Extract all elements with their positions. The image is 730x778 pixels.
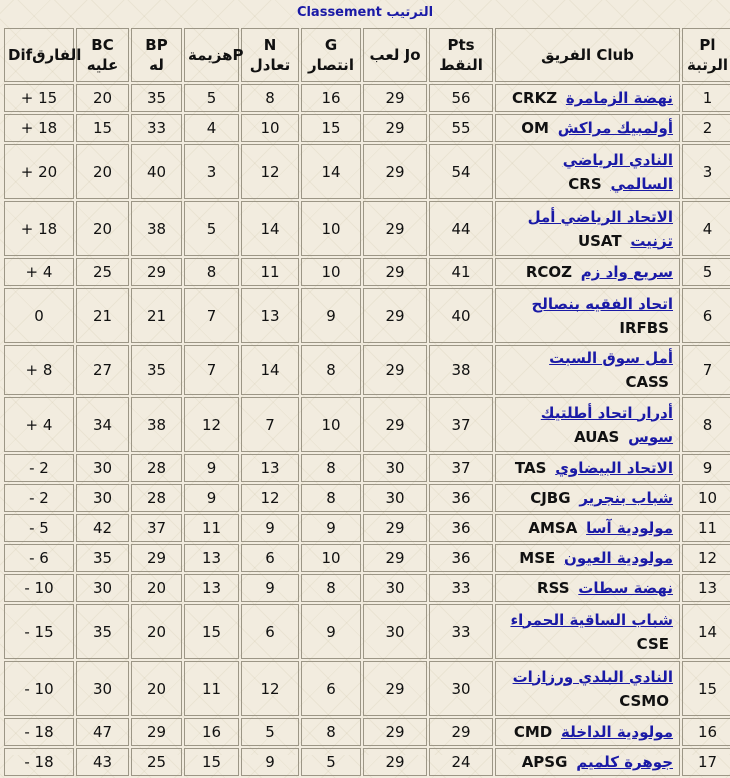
cell-pl: 10 (682, 484, 730, 512)
cell-dif: - 2 (4, 454, 74, 482)
cell-pl: 8 (682, 397, 730, 452)
cell-dif: - 5 (4, 514, 74, 542)
cell-g: 6 (301, 661, 361, 716)
club-link[interactable]: نهضة سطات (578, 579, 673, 597)
cell-club (495, 144, 680, 199)
cell-jo: 29 (363, 201, 427, 256)
cell-n: 13 (241, 288, 299, 343)
cell-bc: 30 (76, 574, 129, 602)
table-row (4, 604, 730, 659)
cell-n: 14 (241, 345, 299, 395)
cell-club (495, 84, 680, 112)
cell-n: 6 (241, 544, 299, 572)
cell-jo: 30 (363, 484, 427, 512)
club-link[interactable]: الاتحاد الرياضي أمل تزنيت (527, 207, 673, 250)
club-code: CSE (636, 634, 669, 653)
cell-g: 10 (301, 397, 361, 452)
cell-bp: 38 (131, 201, 182, 256)
cell-n: 6 (241, 604, 299, 659)
cell-n: 5 (241, 718, 299, 746)
cell-pts: 40 (429, 288, 493, 343)
cell-dif: + 20 (4, 144, 74, 199)
club-code: IRFBS (619, 318, 669, 337)
cell-club (495, 201, 680, 256)
club-code: CASS (625, 373, 669, 391)
table-row (4, 397, 730, 452)
cell-p: 15 (184, 604, 239, 659)
table-row (4, 484, 730, 512)
cell-n: 9 (241, 514, 299, 542)
cell-club (495, 544, 680, 572)
club-link[interactable]: نهضة الزمامرة (565, 89, 673, 107)
cell-jo: 29 (363, 288, 427, 343)
header-p: هزيمةP (184, 28, 239, 82)
cell-pl: 11 (682, 514, 730, 542)
cell-n: 7 (241, 397, 299, 452)
cell-p: 9 (184, 454, 239, 482)
cell-p: 4 (184, 114, 239, 142)
cell-club (495, 114, 680, 142)
cell-g: 9 (301, 604, 361, 659)
club-link[interactable]: الاتحاد البيضاوي (555, 459, 673, 477)
cell-pl: 5 (682, 258, 730, 286)
cell-dif: - 10 (4, 661, 74, 716)
cell-pts: 54 (429, 144, 493, 199)
cell-bp: 33 (131, 114, 182, 142)
cell-jo: 29 (363, 114, 427, 142)
cell-n: 9 (241, 748, 299, 776)
cell-p: 13 (184, 574, 239, 602)
header-pts: Pts النقط (429, 28, 493, 82)
cell-bp: 28 (131, 484, 182, 512)
table-row (4, 144, 730, 199)
cell-pl: 1 (682, 84, 730, 112)
cell-p: 7 (184, 345, 239, 395)
cell-bc: 34 (76, 397, 129, 452)
cell-g: 9 (301, 514, 361, 542)
cell-bp: 35 (131, 345, 182, 395)
header-bp: BP له (131, 28, 182, 82)
cell-jo: 29 (363, 397, 427, 452)
club-code: CJBG (530, 489, 571, 507)
cell-bc: 20 (76, 144, 129, 199)
cell-pts: 37 (429, 454, 493, 482)
cell-pts: 37 (429, 397, 493, 452)
club-code: CSMO (619, 691, 669, 710)
header-n: N تعادل (241, 28, 299, 82)
club-link[interactable]: شباب بنجرير (579, 489, 673, 507)
cell-pts: 30 (429, 661, 493, 716)
cell-bc: 35 (76, 544, 129, 572)
cell-p: 7 (184, 288, 239, 343)
cell-bc: 42 (76, 514, 129, 542)
cell-bc: 21 (76, 288, 129, 343)
cell-pl: 14 (682, 604, 730, 659)
cell-g: 10 (301, 201, 361, 256)
cell-jo: 29 (363, 544, 427, 572)
cell-p: 3 (184, 144, 239, 199)
club-link[interactable]: مولودية العيون (564, 549, 673, 567)
club-code: CMD (513, 723, 553, 741)
club-link[interactable]: النادي البلدي ورزازات (512, 667, 673, 686)
cell-dif: - 10 (4, 574, 74, 602)
cell-p: 5 (184, 201, 239, 256)
cell-jo: 29 (363, 144, 427, 199)
table-row (4, 345, 730, 395)
club-code: USAT (577, 231, 622, 250)
table-row (4, 288, 730, 343)
cell-p: 16 (184, 718, 239, 746)
table-row (4, 661, 730, 716)
cell-g: 10 (301, 544, 361, 572)
cell-dif: + 4 (4, 397, 74, 452)
club-link[interactable]: النادي الرياضي السالمي (562, 150, 673, 193)
club-code: OM (521, 119, 549, 137)
cell-n: 12 (241, 144, 299, 199)
cell-pl: 2 (682, 114, 730, 142)
cell-dif: - 6 (4, 544, 74, 572)
cell-n: 14 (241, 201, 299, 256)
cell-bc: 27 (76, 345, 129, 395)
table-row (4, 258, 730, 286)
table-body (4, 84, 730, 776)
club-code: APSG (521, 753, 568, 771)
cell-bc: 20 (76, 84, 129, 112)
table-row (4, 114, 730, 142)
cell-jo: 29 (363, 258, 427, 286)
header-jo: لعب Jo (363, 28, 427, 82)
cell-bp: 40 (131, 144, 182, 199)
header-g: G انتصار (301, 28, 361, 82)
cell-p: 11 (184, 514, 239, 542)
cell-jo: 30 (363, 454, 427, 482)
cell-dif: - 18 (4, 718, 74, 746)
table-caption: Classement الترتيب (296, 5, 434, 20)
cell-bp: 20 (131, 661, 182, 716)
cell-jo: 29 (363, 514, 427, 542)
club-code: MSE (519, 549, 556, 567)
cell-bp: 29 (131, 718, 182, 746)
table-row (4, 454, 730, 482)
cell-club (495, 345, 680, 395)
club-link[interactable]: سريع واد زم (580, 263, 673, 281)
table-row (4, 718, 730, 746)
club-code: CRS (568, 174, 602, 193)
cell-club (495, 258, 680, 286)
cell-pts: 44 (429, 201, 493, 256)
cell-p: 15 (184, 748, 239, 776)
cell-g: 8 (301, 574, 361, 602)
cell-g: 8 (301, 484, 361, 512)
club-link[interactable]: مولودية آسا (586, 519, 673, 537)
club-code: AUAS (574, 427, 620, 446)
cell-n: 10 (241, 114, 299, 142)
club-link[interactable]: شباب الساقية الحمراء (510, 610, 673, 629)
cell-dif: + 18 (4, 114, 74, 142)
cell-club (495, 454, 680, 482)
cell-dif: 0 (4, 288, 74, 343)
cell-jo: 30 (363, 604, 427, 659)
cell-bp: 20 (131, 604, 182, 659)
cell-pl: 4 (682, 201, 730, 256)
cell-bc: 43 (76, 748, 129, 776)
cell-pl: 7 (682, 345, 730, 395)
cell-jo: 29 (363, 661, 427, 716)
cell-club (495, 604, 680, 659)
club-code: AMSA (528, 519, 578, 537)
club-link[interactable]: اتحاد الفقيه بنصالح (531, 294, 673, 313)
cell-g: 16 (301, 84, 361, 112)
cell-club (495, 748, 680, 776)
header-club: الفريق Club (495, 28, 680, 82)
header-pl: Pl الرتبة (682, 28, 730, 82)
cell-jo: 29 (363, 345, 427, 395)
cell-n: 13 (241, 454, 299, 482)
cell-pts: 36 (429, 544, 493, 572)
cell-n: 11 (241, 258, 299, 286)
cell-pl: 12 (682, 544, 730, 572)
cell-bc: 25 (76, 258, 129, 286)
cell-dif: + 18 (4, 201, 74, 256)
cell-jo: 29 (363, 718, 427, 746)
cell-club (495, 718, 680, 746)
cell-bc: 47 (76, 718, 129, 746)
standings-table (2, 26, 730, 778)
cell-pl: 15 (682, 661, 730, 716)
table-row (4, 84, 730, 112)
cell-g: 9 (301, 288, 361, 343)
cell-club (495, 574, 680, 602)
table-row (4, 514, 730, 542)
cell-pl: 17 (682, 748, 730, 776)
table-row (4, 201, 730, 256)
cell-dif: - 15 (4, 604, 74, 659)
cell-p: 5 (184, 84, 239, 112)
cell-p: 13 (184, 544, 239, 572)
cell-pts: 41 (429, 258, 493, 286)
club-link[interactable]: مولودية الداخلة (561, 723, 673, 741)
club-link[interactable]: أدرار اتحاد أطلتيك سوس (540, 403, 673, 446)
cell-pl: 13 (682, 574, 730, 602)
club-code: RSS (537, 579, 570, 597)
cell-g: 5 (301, 748, 361, 776)
cell-p: 9 (184, 484, 239, 512)
cell-dif: + 15 (4, 84, 74, 112)
cell-club (495, 484, 680, 512)
club-link[interactable]: جوهرة كلميم (576, 753, 673, 771)
cell-pts: 55 (429, 114, 493, 142)
cell-pts: 24 (429, 748, 493, 776)
cell-n: 12 (241, 661, 299, 716)
cell-pts: 36 (429, 514, 493, 542)
cell-dif: + 4 (4, 258, 74, 286)
cell-bp: 21 (131, 288, 182, 343)
cell-dif: - 2 (4, 484, 74, 512)
cell-pts: 29 (429, 718, 493, 746)
cell-g: 10 (301, 258, 361, 286)
cell-g: 8 (301, 718, 361, 746)
cell-pl: 6 (682, 288, 730, 343)
cell-p: 11 (184, 661, 239, 716)
cell-bp: 35 (131, 84, 182, 112)
cell-club (495, 661, 680, 716)
cell-n: 9 (241, 574, 299, 602)
header-bc: BC عليه (76, 28, 129, 82)
table-row (4, 544, 730, 572)
cell-bp: 28 (131, 454, 182, 482)
cell-p: 12 (184, 397, 239, 452)
cell-pl: 3 (682, 144, 730, 199)
cell-pts: 56 (429, 84, 493, 112)
cell-bc: 30 (76, 661, 129, 716)
cell-jo: 29 (363, 84, 427, 112)
club-code: RCOZ (525, 263, 573, 281)
cell-jo: 30 (363, 574, 427, 602)
cell-bp: 25 (131, 748, 182, 776)
cell-dif: - 18 (4, 748, 74, 776)
cell-jo: 29 (363, 748, 427, 776)
cell-bp: 29 (131, 544, 182, 572)
cell-g: 14 (301, 144, 361, 199)
cell-bc: 30 (76, 454, 129, 482)
cell-bp: 29 (131, 258, 182, 286)
cell-n: 8 (241, 84, 299, 112)
cell-pts: 38 (429, 345, 493, 395)
cell-p: 8 (184, 258, 239, 286)
cell-club (495, 514, 680, 542)
header-dif: Difالفارق (4, 28, 74, 82)
cell-dif: + 8 (4, 345, 74, 395)
club-link[interactable]: أولمبيك مراكش (557, 119, 673, 137)
cell-g: 8 (301, 454, 361, 482)
cell-club (495, 397, 680, 452)
cell-g: 15 (301, 114, 361, 142)
cell-g: 8 (301, 345, 361, 395)
club-code: CRKZ (512, 89, 558, 107)
cell-bp: 20 (131, 574, 182, 602)
header-row (4, 28, 730, 82)
cell-pts: 36 (429, 484, 493, 512)
club-code: TAS (514, 459, 547, 477)
cell-bp: 38 (131, 397, 182, 452)
cell-club (495, 288, 680, 343)
cell-bc: 15 (76, 114, 129, 142)
cell-pts: 33 (429, 604, 493, 659)
club-link[interactable]: أمل سوق السبت (549, 349, 673, 367)
cell-bc: 30 (76, 484, 129, 512)
table-row (4, 748, 730, 776)
cell-pts: 33 (429, 574, 493, 602)
cell-pl: 16 (682, 718, 730, 746)
cell-bc: 20 (76, 201, 129, 256)
cell-bc: 35 (76, 604, 129, 659)
cell-n: 12 (241, 484, 299, 512)
table-row (4, 574, 730, 602)
cell-bp: 37 (131, 514, 182, 542)
cell-pl: 9 (682, 454, 730, 482)
